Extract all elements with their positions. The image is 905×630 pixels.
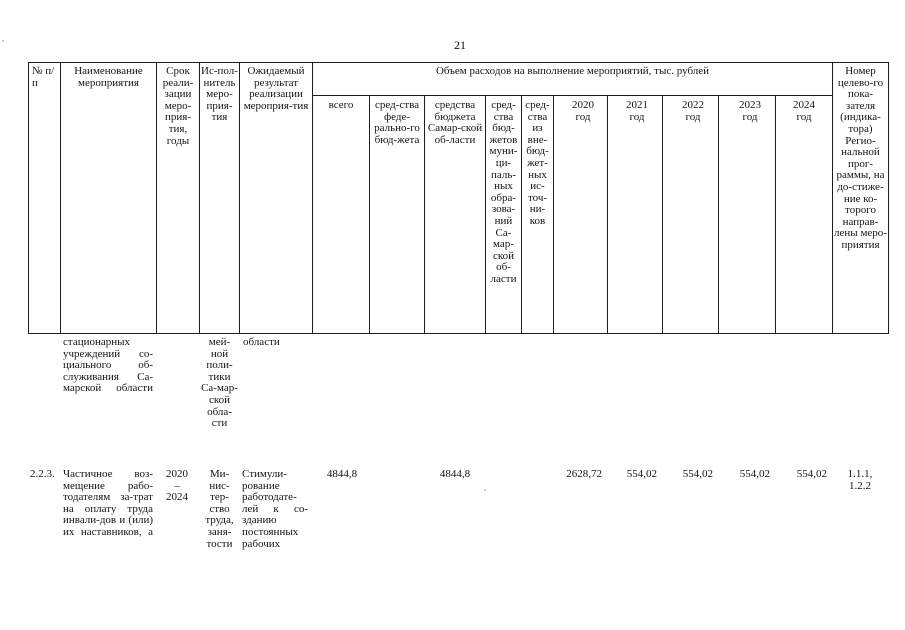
col-line xyxy=(607,95,608,334)
scan-speck xyxy=(484,489,486,491)
scan-speck xyxy=(2,40,4,42)
row-2022: 554,02 xyxy=(682,468,713,480)
col-line xyxy=(662,95,663,334)
row-total: 4844,8 xyxy=(326,468,358,480)
subheader-rule xyxy=(312,95,832,96)
header-bottom-border xyxy=(28,333,888,334)
page-number: 21 xyxy=(454,38,466,52)
header-name: Наименование мероприятия xyxy=(74,65,143,89)
col-line xyxy=(60,62,61,334)
row-regional: 4844,8 xyxy=(439,468,471,480)
header-year-2024: 2024 год xyxy=(793,99,815,123)
col-line xyxy=(28,62,29,334)
row-2023: 554,02 xyxy=(739,468,770,480)
row-result: Стимули-рование работодате-лей к со-зданию постоянных рабочих xyxy=(242,468,308,550)
header-offbudget: сред-ства из вне-бюд-жет-ных ис-точ-ни-ков xyxy=(525,99,550,227)
header-num: № п/п xyxy=(32,65,55,89)
header-year-2021: 2021 год xyxy=(626,99,648,123)
table-top-border xyxy=(28,62,888,63)
continuation-name: стационарных учреждений со-циального об-служивания Са-марской области xyxy=(63,336,153,395)
header-indicator: Номер целево-го пока-зателя (индика-тора) Регио-нальной прог-раммы, на до-стиже-ние ко-торого направ-лены меро-приятия xyxy=(834,65,887,251)
header-volume: Объем расходов на выполнение мероприятий, тыс. рублей xyxy=(435,65,710,77)
col-line xyxy=(775,95,776,334)
row-indicator: 1.1.1, 1.2.2 xyxy=(847,468,873,492)
header-result: Ожидаемый результат реализации мероприя-тия xyxy=(243,65,309,112)
header-term: Срок реали-зации меро-прия-тия, годы xyxy=(162,65,194,147)
header-federal: сред-ства феде-рально-го бюд-жета xyxy=(374,99,420,146)
col-line xyxy=(718,95,719,334)
row-term: 2020 – 2024 xyxy=(166,468,188,504)
row-executor: Ми-нис-тер-ство труда, заня-тости xyxy=(205,468,234,550)
header-year-2020: 2020 год xyxy=(572,99,594,123)
row-2020: 2628,72 xyxy=(566,468,602,480)
continuation-executor: мей-ной поли-тики Са-мар-ской обла-сти xyxy=(201,336,238,430)
col-line xyxy=(888,62,889,334)
header-executor: Ис-пол-нитель меро-прия-тия xyxy=(201,65,238,124)
header-municipal: сред-ства бюд-жетов муни-ци-паль-ных обра-зова-ний Са-мар-ской об-ласти xyxy=(489,99,518,285)
row-2021: 554,02 xyxy=(626,468,657,480)
row-number: 2.2.3. xyxy=(30,468,55,480)
header-year-2022: 2022 год xyxy=(682,99,704,123)
header-regional: средства бюджета Самар-ской об-ласти xyxy=(427,99,483,146)
col-line xyxy=(553,95,554,334)
row-2024: 554,02 xyxy=(796,468,827,480)
continuation-result: области xyxy=(243,336,280,348)
header-year-2023: 2023 год xyxy=(739,99,761,123)
row-name: Частичное воз-мещение рабо-тодателям за-трат на оплату труда инвали-дов и (или) их наставников, а xyxy=(63,468,153,538)
header-total: всего xyxy=(328,99,354,111)
